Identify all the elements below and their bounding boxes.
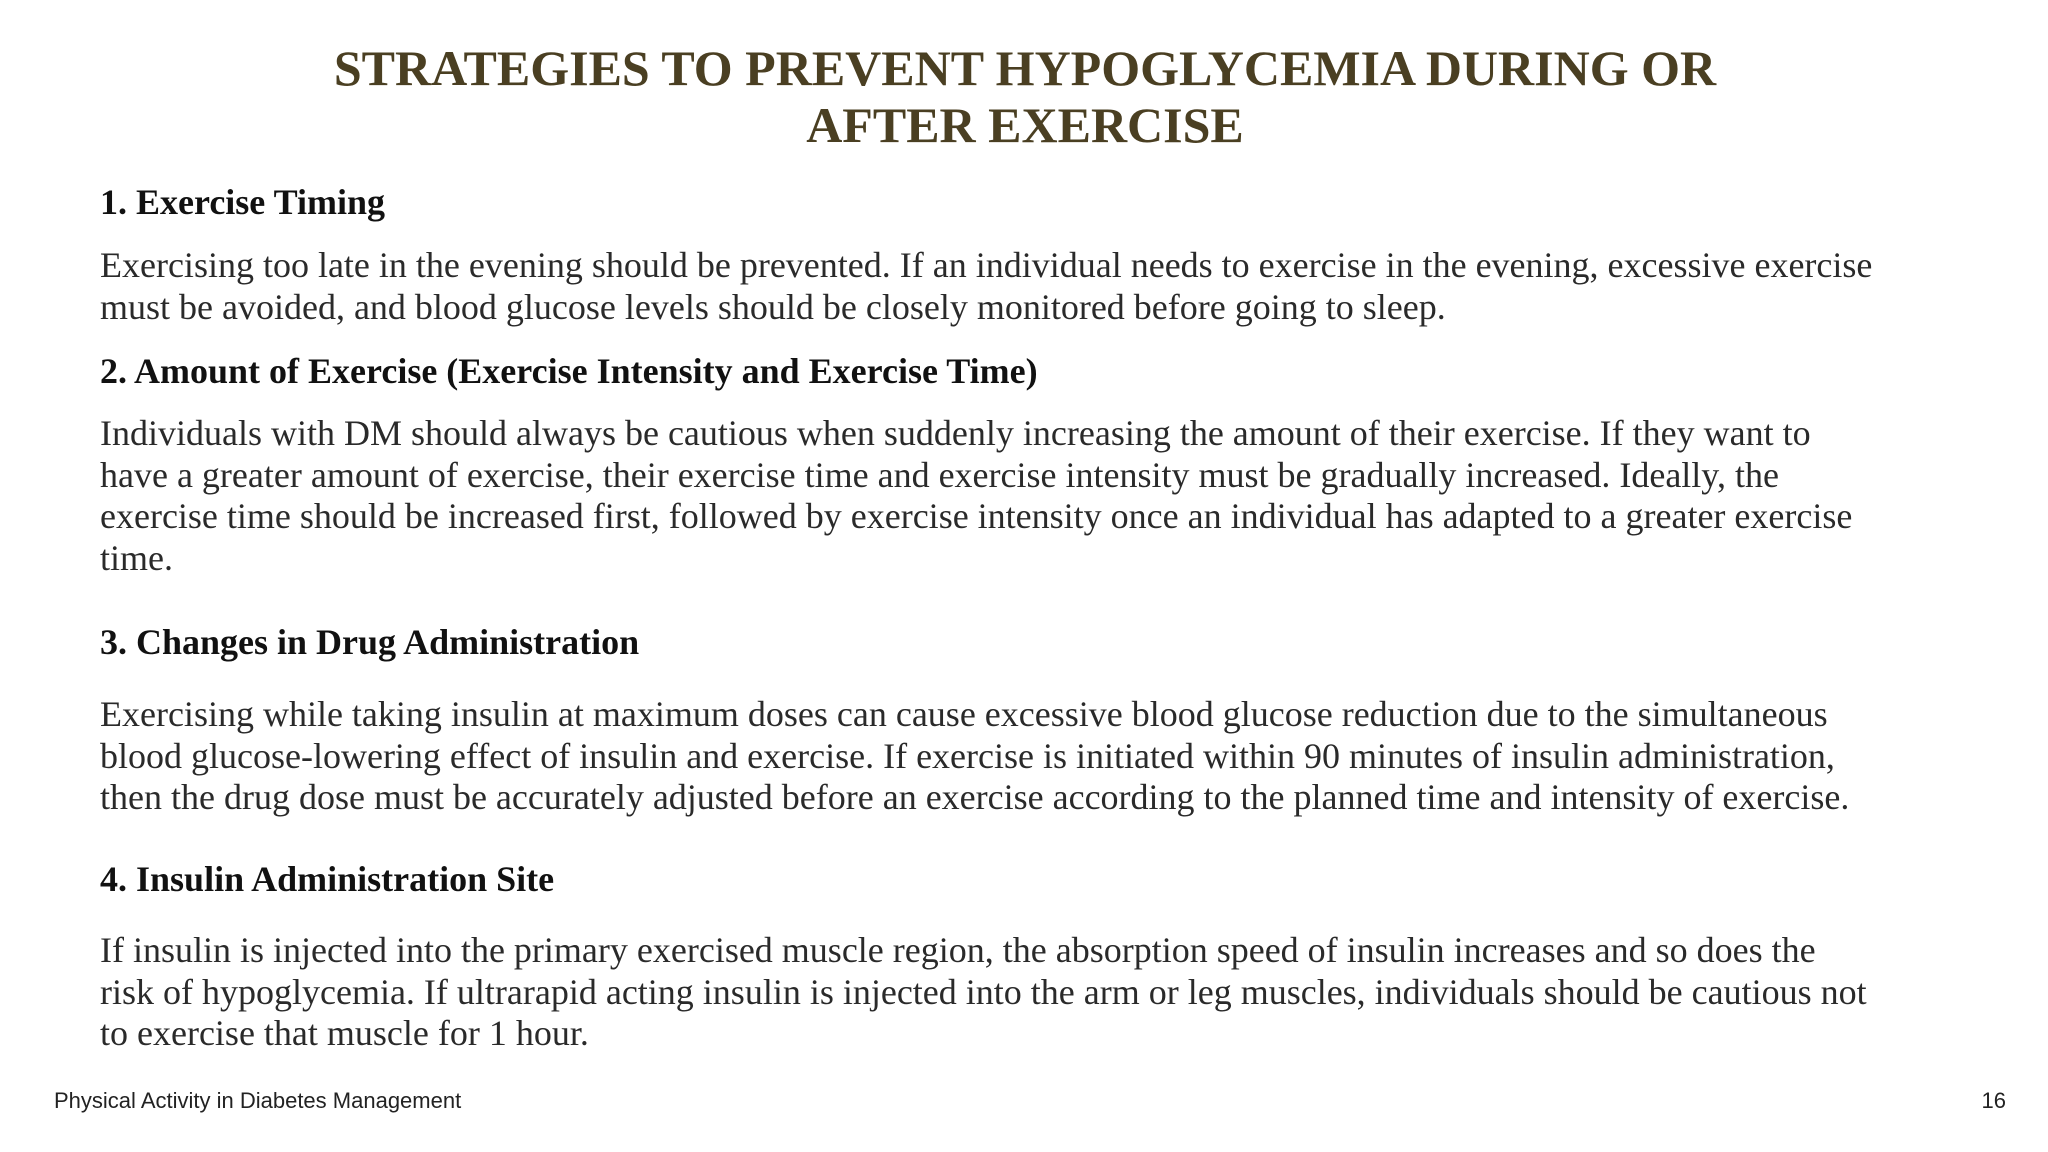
- section-heading-amount-of-exercise: 2. Amount of Exercise (Exercise Intensity and Exercise Time): [100, 351, 1038, 391]
- section-heading-exercise-timing: 1. Exercise Timing: [100, 182, 386, 222]
- paragraph-line: Exercising while taking insulin at maximum doses can cause excessive blood glucose reduction due to the simultaneous: [100, 694, 1828, 734]
- slide-title: [200, 40, 1850, 154]
- paragraph-line: time.: [100, 537, 173, 578]
- paragraph-line: then the drug dose must be accurately adjusted before an exercise according to the planned time and intensity of exercise.: [100, 777, 1850, 817]
- paragraph-line: to exercise that muscle for 1 hour.: [100, 1013, 589, 1053]
- section-paragraph-amount-of-exercise: [100, 413, 1852, 579]
- section-heading-drug-administration: 3. Changes in Drug Administration: [100, 622, 640, 662]
- paragraph-line: have a greater amount of exercise, their exercise time and exercise intensity must be gradually increased. Ideally, the: [100, 454, 1779, 495]
- paragraph-line: exercise time should be increased first, followed by exercise intensity once an individual has adapted to a greater exercise: [100, 496, 1853, 536]
- slide-title-line-1: STRATEGIES TO PREVENT HYPOGLYCEMIA DURING OR: [333, 40, 1717, 96]
- paragraph-line: Individuals with DM should always be cautious when suddenly increasing the amount of their exercise. If they want to: [100, 413, 1811, 453]
- paragraph-line: If insulin is injected into the primary exercised muscle region, the absorption speed of insulin increases and so does the: [100, 930, 1816, 970]
- paragraph-line: Exercising too late in the evening should be prevented. If an individual needs to exercise in the evening, excessive exercise: [100, 245, 1873, 285]
- slide-title-line-2: AFTER EXERCISE: [806, 97, 1244, 153]
- footer-page-number: 16: [1981, 1088, 2006, 1113]
- section-paragraph-insulin-site: [100, 930, 1867, 1055]
- paragraph-line: risk of hypoglycemia. If ultrarapid acting insulin is injected into the arm or leg muscles, individuals should be cautious not: [100, 971, 1867, 1012]
- paragraph-line: blood glucose-lowering effect of insulin and exercise. If exercise is initiated within 90 minutes of insulin administration,: [100, 735, 1835, 776]
- section-heading-insulin-site: 4. Insulin Administration Site: [100, 859, 555, 899]
- footer-deck-title: Physical Activity in Diabetes Management: [54, 1088, 462, 1113]
- section-paragraph-drug-administration: [100, 694, 1849, 819]
- paragraph-line: must be avoided, and blood glucose levels should be closely monitored before going to sleep.: [100, 286, 1446, 327]
- section-paragraph-exercise-timing: [100, 245, 1872, 328]
